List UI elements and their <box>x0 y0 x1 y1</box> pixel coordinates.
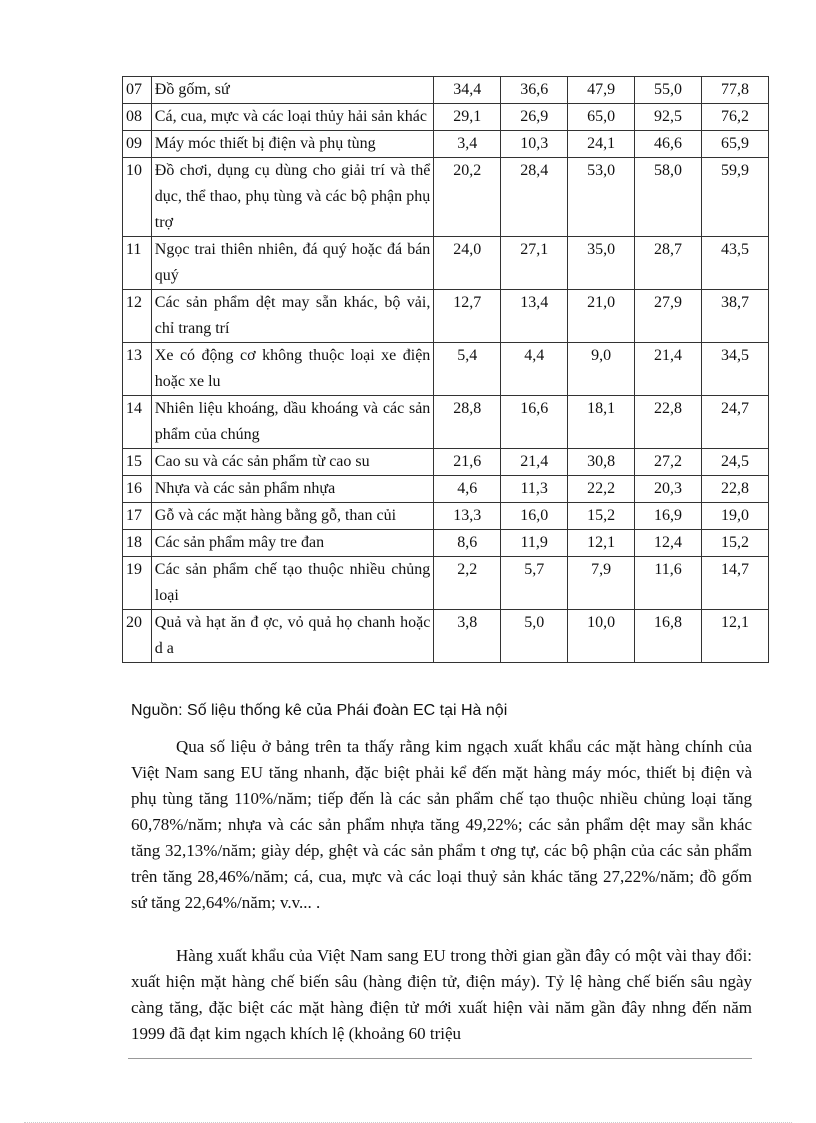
table-row <box>123 557 769 610</box>
product-name: Cao su và các sản phẩm từ cao su <box>151 449 434 476</box>
table-body <box>123 77 769 663</box>
row-number: 10 <box>123 158 152 237</box>
value-cell: 16,9 <box>635 503 702 530</box>
row-number: 12 <box>123 290 152 343</box>
value-cell: 20,2 <box>434 158 501 237</box>
product-name: Đồ chơi, dụng cụ dùng cho giải trí và thể dục, thể thao, phụ tùng và các bộ phận phụ trợ <box>151 158 434 237</box>
value-cell: 46,6 <box>635 131 702 158</box>
row-number: 17 <box>123 503 152 530</box>
value-cell: 53,0 <box>568 158 635 237</box>
value-cell: 9,0 <box>568 343 635 396</box>
value-cell: 28,4 <box>501 158 568 237</box>
value-cell: 15,2 <box>702 530 769 557</box>
value-cell: 28,7 <box>635 237 702 290</box>
value-cell: 4,4 <box>501 343 568 396</box>
value-cell: 58,0 <box>635 158 702 237</box>
paragraph-changes: Hàng xuất khẩu của Việt Nam sang EU trong thời gian gần đây có một vài thay đổi: xuất hiện mặt hàng chế biến sâu (hàng điện tử, điện máy). Tỷ lệ hàng chế biến sâu ngày càng tăng, đặc biệt các mặt hàng điện tử mới xuất hiện vài năm gần đây nhng đến năm 1999 đã đạt kim ngạch khích lệ (khoảng 60 triệu <box>131 946 752 1043</box>
value-cell: 16,6 <box>501 396 568 449</box>
value-cell: 14,7 <box>702 557 769 610</box>
value-cell: 13,3 <box>434 503 501 530</box>
value-cell: 47,9 <box>568 77 635 104</box>
value-cell: 22,8 <box>635 396 702 449</box>
value-cell: 35,0 <box>568 237 635 290</box>
product-name: Gỗ và các mặt hàng bằng gỗ, than củi <box>151 503 434 530</box>
value-cell: 4,6 <box>434 476 501 503</box>
value-cell: 5,7 <box>501 557 568 610</box>
product-name: Các sản phẩm chế tạo thuộc nhiều chủng loại <box>151 557 434 610</box>
value-cell: 16,8 <box>635 610 702 663</box>
table-row <box>123 131 769 158</box>
value-cell: 12,1 <box>568 530 635 557</box>
value-cell: 43,5 <box>702 237 769 290</box>
table-row <box>123 610 769 663</box>
value-cell: 21,4 <box>501 449 568 476</box>
value-cell: 16,0 <box>501 503 568 530</box>
row-number: 14 <box>123 396 152 449</box>
product-name: Cá, cua, mực và các loại thủy hải sản khác <box>151 104 434 131</box>
value-cell: 65,0 <box>568 104 635 131</box>
value-cell: 12,1 <box>702 610 769 663</box>
value-cell: 59,9 <box>702 158 769 237</box>
value-cell: 27,1 <box>501 237 568 290</box>
value-cell: 27,9 <box>635 290 702 343</box>
value-cell: 11,3 <box>501 476 568 503</box>
row-number: 09 <box>123 131 152 158</box>
value-cell: 21,4 <box>635 343 702 396</box>
value-cell: 10,3 <box>501 131 568 158</box>
value-cell: 76,2 <box>702 104 769 131</box>
value-cell: 77,8 <box>702 77 769 104</box>
table-row <box>123 237 769 290</box>
product-name: Đồ gốm, sứ <box>151 77 434 104</box>
value-cell: 10,0 <box>568 610 635 663</box>
value-cell: 19,0 <box>702 503 769 530</box>
product-name: Nhựa và các sản phẩm nhựa <box>151 476 434 503</box>
product-name: Nhiên liệu khoáng, dầu khoáng và các sản phẩm của chúng <box>151 396 434 449</box>
value-cell: 92,5 <box>635 104 702 131</box>
value-cell: 20,3 <box>635 476 702 503</box>
value-cell: 22,2 <box>568 476 635 503</box>
row-number: 08 <box>123 104 152 131</box>
value-cell: 5,0 <box>501 610 568 663</box>
value-cell: 3,4 <box>434 131 501 158</box>
product-name: Máy móc thiết bị điện và phụ tùng <box>151 131 434 158</box>
value-cell: 24,5 <box>702 449 769 476</box>
row-number: 07 <box>123 77 152 104</box>
value-cell: 65,9 <box>702 131 769 158</box>
product-name: Quả và hạt ăn đ ợc, vỏ quả họ chanh hoặc d a <box>151 610 434 663</box>
product-name: Các sản phẩm mây tre đan <box>151 530 434 557</box>
table-row <box>123 77 769 104</box>
value-cell: 21,0 <box>568 290 635 343</box>
value-cell: 11,6 <box>635 557 702 610</box>
value-cell: 18,1 <box>568 396 635 449</box>
value-cell: 26,9 <box>501 104 568 131</box>
value-cell: 7,9 <box>568 557 635 610</box>
value-cell: 8,6 <box>434 530 501 557</box>
value-cell: 28,8 <box>434 396 501 449</box>
row-number: 13 <box>123 343 152 396</box>
paragraph-analysis: Qua số liệu ở bảng trên ta thấy rằng kim ngạch xuất khẩu các mặt hàng chính của Việt Nam sang EU tăng nhanh, đặc biệt phải kể đến mặt hàng máy móc, thiết bị điện và phụ tùng tăng 110%/năm; tiếp đến là các sản phẩm chế tạo thuộc nhiều chủng loại tăng 60,78%/năm; nhựa và các sản phẩm nhựa tăng 49,22%; các sản phẩm dệt may sẵn khác tăng 32,13%/năm; giày dép, ghệt và các sản phẩm t ơng tự, các bộ phận của các sản phẩm trên tăng 28,46%/năm; cá, cua, mực và các loại thuỷ sản khác tăng 27,22%/năm; đồ gốm sứ tăng 22,64%/năm; v.v... . <box>131 737 752 912</box>
value-cell: 5,4 <box>434 343 501 396</box>
value-cell: 24,1 <box>568 131 635 158</box>
value-cell: 36,6 <box>501 77 568 104</box>
value-cell: 24,7 <box>702 396 769 449</box>
value-cell: 13,4 <box>501 290 568 343</box>
value-cell: 34,4 <box>434 77 501 104</box>
row-number: 19 <box>123 557 152 610</box>
product-name: Xe có động cơ không thuộc loại xe điện hoặc xe lu <box>151 343 434 396</box>
table-row <box>123 158 769 237</box>
product-name: Các sản phẩm dệt may sẵn khác, bộ vải, chỉ trang trí <box>151 290 434 343</box>
table-row <box>123 476 769 503</box>
row-number: 20 <box>123 610 152 663</box>
row-number: 18 <box>123 530 152 557</box>
row-number: 16 <box>123 476 152 503</box>
row-number: 11 <box>123 237 152 290</box>
value-cell: 34,5 <box>702 343 769 396</box>
source-note: Nguồn: Số liệu thống kê của Phái đoàn EC tại Hà nội <box>131 702 508 719</box>
row-number: 15 <box>123 449 152 476</box>
footer-divider <box>128 1058 752 1059</box>
value-cell: 3,8 <box>434 610 501 663</box>
table-row <box>123 449 769 476</box>
value-cell: 27,2 <box>635 449 702 476</box>
export-table <box>122 76 769 663</box>
value-cell: 2,2 <box>434 557 501 610</box>
value-cell: 55,0 <box>635 77 702 104</box>
value-cell: 22,8 <box>702 476 769 503</box>
value-cell: 38,7 <box>702 290 769 343</box>
value-cell: 11,9 <box>501 530 568 557</box>
value-cell: 21,6 <box>434 449 501 476</box>
product-name: Ngọc trai thiên nhiên, đá quý hoặc đá bán quý <box>151 237 434 290</box>
value-cell: 12,7 <box>434 290 501 343</box>
table-row <box>123 396 769 449</box>
value-cell: 29,1 <box>434 104 501 131</box>
table-row <box>123 343 769 396</box>
value-cell: 24,0 <box>434 237 501 290</box>
table-row <box>123 530 769 557</box>
value-cell: 30,8 <box>568 449 635 476</box>
value-cell: 15,2 <box>568 503 635 530</box>
table-row <box>123 104 769 131</box>
table-row <box>123 290 769 343</box>
table-row <box>123 503 769 530</box>
value-cell: 12,4 <box>635 530 702 557</box>
